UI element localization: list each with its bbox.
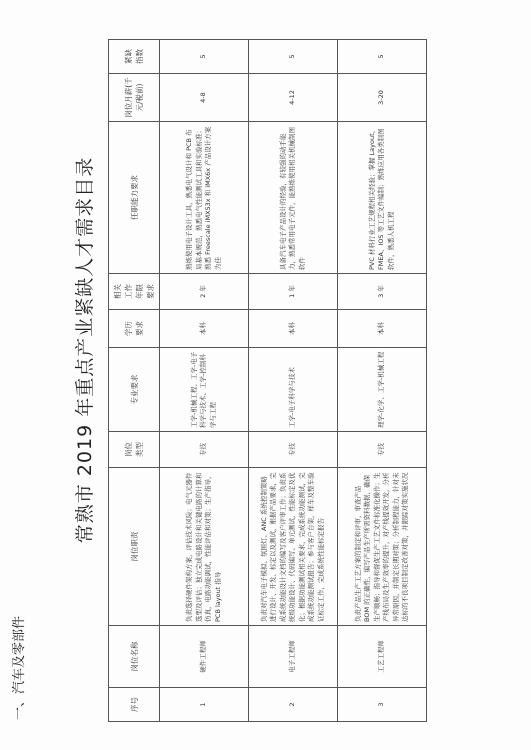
cell-seq: 2	[249, 688, 338, 722]
cell-position: 工艺工程师	[338, 626, 427, 688]
table-row	[160, 40, 249, 722]
header-salary: 岗位月薪(千元/税前)	[109, 74, 160, 122]
header-type: 岗位类型	[109, 432, 160, 468]
header-duty: 岗位职责	[109, 468, 160, 626]
table-header-row	[109, 40, 160, 722]
cell-seq: 1	[160, 688, 249, 722]
header-seq: 序号	[109, 688, 160, 722]
cell-major: 工学-电子科学与技术	[249, 348, 338, 432]
document-title: 常熟市 2019 年重点产业紧缺人才需求目录	[74, 156, 96, 544]
header-ability: 任职能力要求	[109, 122, 160, 274]
cell-urgency: 5	[160, 40, 249, 74]
header-urgency: 紧缺指数	[109, 40, 160, 74]
talent-demand-table	[108, 39, 427, 722]
header-major: 专业要求	[109, 348, 160, 432]
cell-urgency: 5	[338, 40, 427, 74]
cell-type: 专技	[160, 432, 249, 468]
cell-urgency: 5	[249, 40, 338, 74]
cell-major: 工学-机械工程、工学-电子科学与技术、工学-控制科学与工程	[160, 348, 249, 432]
section-heading: 一、汽车及零部件	[12, 615, 27, 720]
cell-duty: 负责产品生产工艺方案的制定和评审，审查产品 BOM 的正确性，编写产品生产所需资料数据，确保生产顺畅；指导和督促生产工艺文件标准化操作；生产线布局及生产效率的提升，对产线提效开发，分析异常原因，并制定长期对策；分析制程能力，针对未达标的不良项目制定改善对策，并跟踪对策实施状况	[338, 468, 427, 626]
cell-experience: 3 年	[338, 274, 427, 310]
cell-experience: 2 年	[160, 274, 249, 310]
cell-ability: 熟练使用电子设计工具，熟悉电气设计和 PCB 布局基本规范，熟悉电气性能测试工具和实验标准；熟悉 Freescale iMX53x 和 iMX6x 产品设计方案为佳	[160, 122, 249, 274]
cell-salary: 4-8	[160, 74, 249, 122]
header-experience: 相关工作年限要求	[109, 274, 160, 310]
header-position: 岗位名称	[109, 626, 160, 688]
cell-degree: 本科	[249, 310, 338, 348]
cell-major: 理学-化学、工学-机械工程	[338, 348, 427, 432]
cell-ability: 具备汽车电子产品设计的经验，有较强的动手能力，熟悉常用电子元件，能熟练使用相关机械制图软件	[249, 122, 338, 274]
cell-degree: 本科	[160, 310, 249, 348]
cell-type: 专技	[338, 432, 427, 468]
cell-position: 硬件工程师	[160, 626, 249, 688]
header-degree: 学历要求	[109, 310, 160, 348]
cell-degree: 本科	[338, 310, 427, 348]
cell-experience: 1 年	[249, 274, 338, 310]
cell-position: 电子工程师	[249, 626, 338, 688]
cell-duty: 负责对汽车电子模拟、氛围灯、ANC 系统控制策略进行设计、开发、标定以及测试，根据产品要求，完成系统功能设计文档的编写及客户评审工作；负责系统级功能设计、代码编写、单元测试，性能标定及优化；根据功能测试相关要求，完成系统功能测试，完成系统功能测试报告；参与客户台架，样车及整车验证标定工作，完成系统性能标定报告	[249, 468, 338, 626]
cell-type: 专技	[249, 432, 338, 468]
table-row	[338, 40, 427, 722]
table-row	[249, 40, 338, 722]
cell-salary: 3-20	[338, 74, 427, 122]
cell-seq: 3	[338, 688, 427, 722]
cell-salary: 4-12	[249, 74, 338, 122]
cell-duty: 负责选择硬件架构方案，评估技术风险；电气元器件选型及评估；独立完成电路设计和关键电路的计算和仿真，电路功能调试，性能评估和对策；生产指导，PCB layout 指导	[160, 468, 249, 626]
cell-ability: PVC 材料行业工艺规程相关经验；掌握 Layout、FMEA、IOS 等工艺文件编制；熟练应用各类制图软件，熟悉人机工程	[338, 122, 427, 274]
